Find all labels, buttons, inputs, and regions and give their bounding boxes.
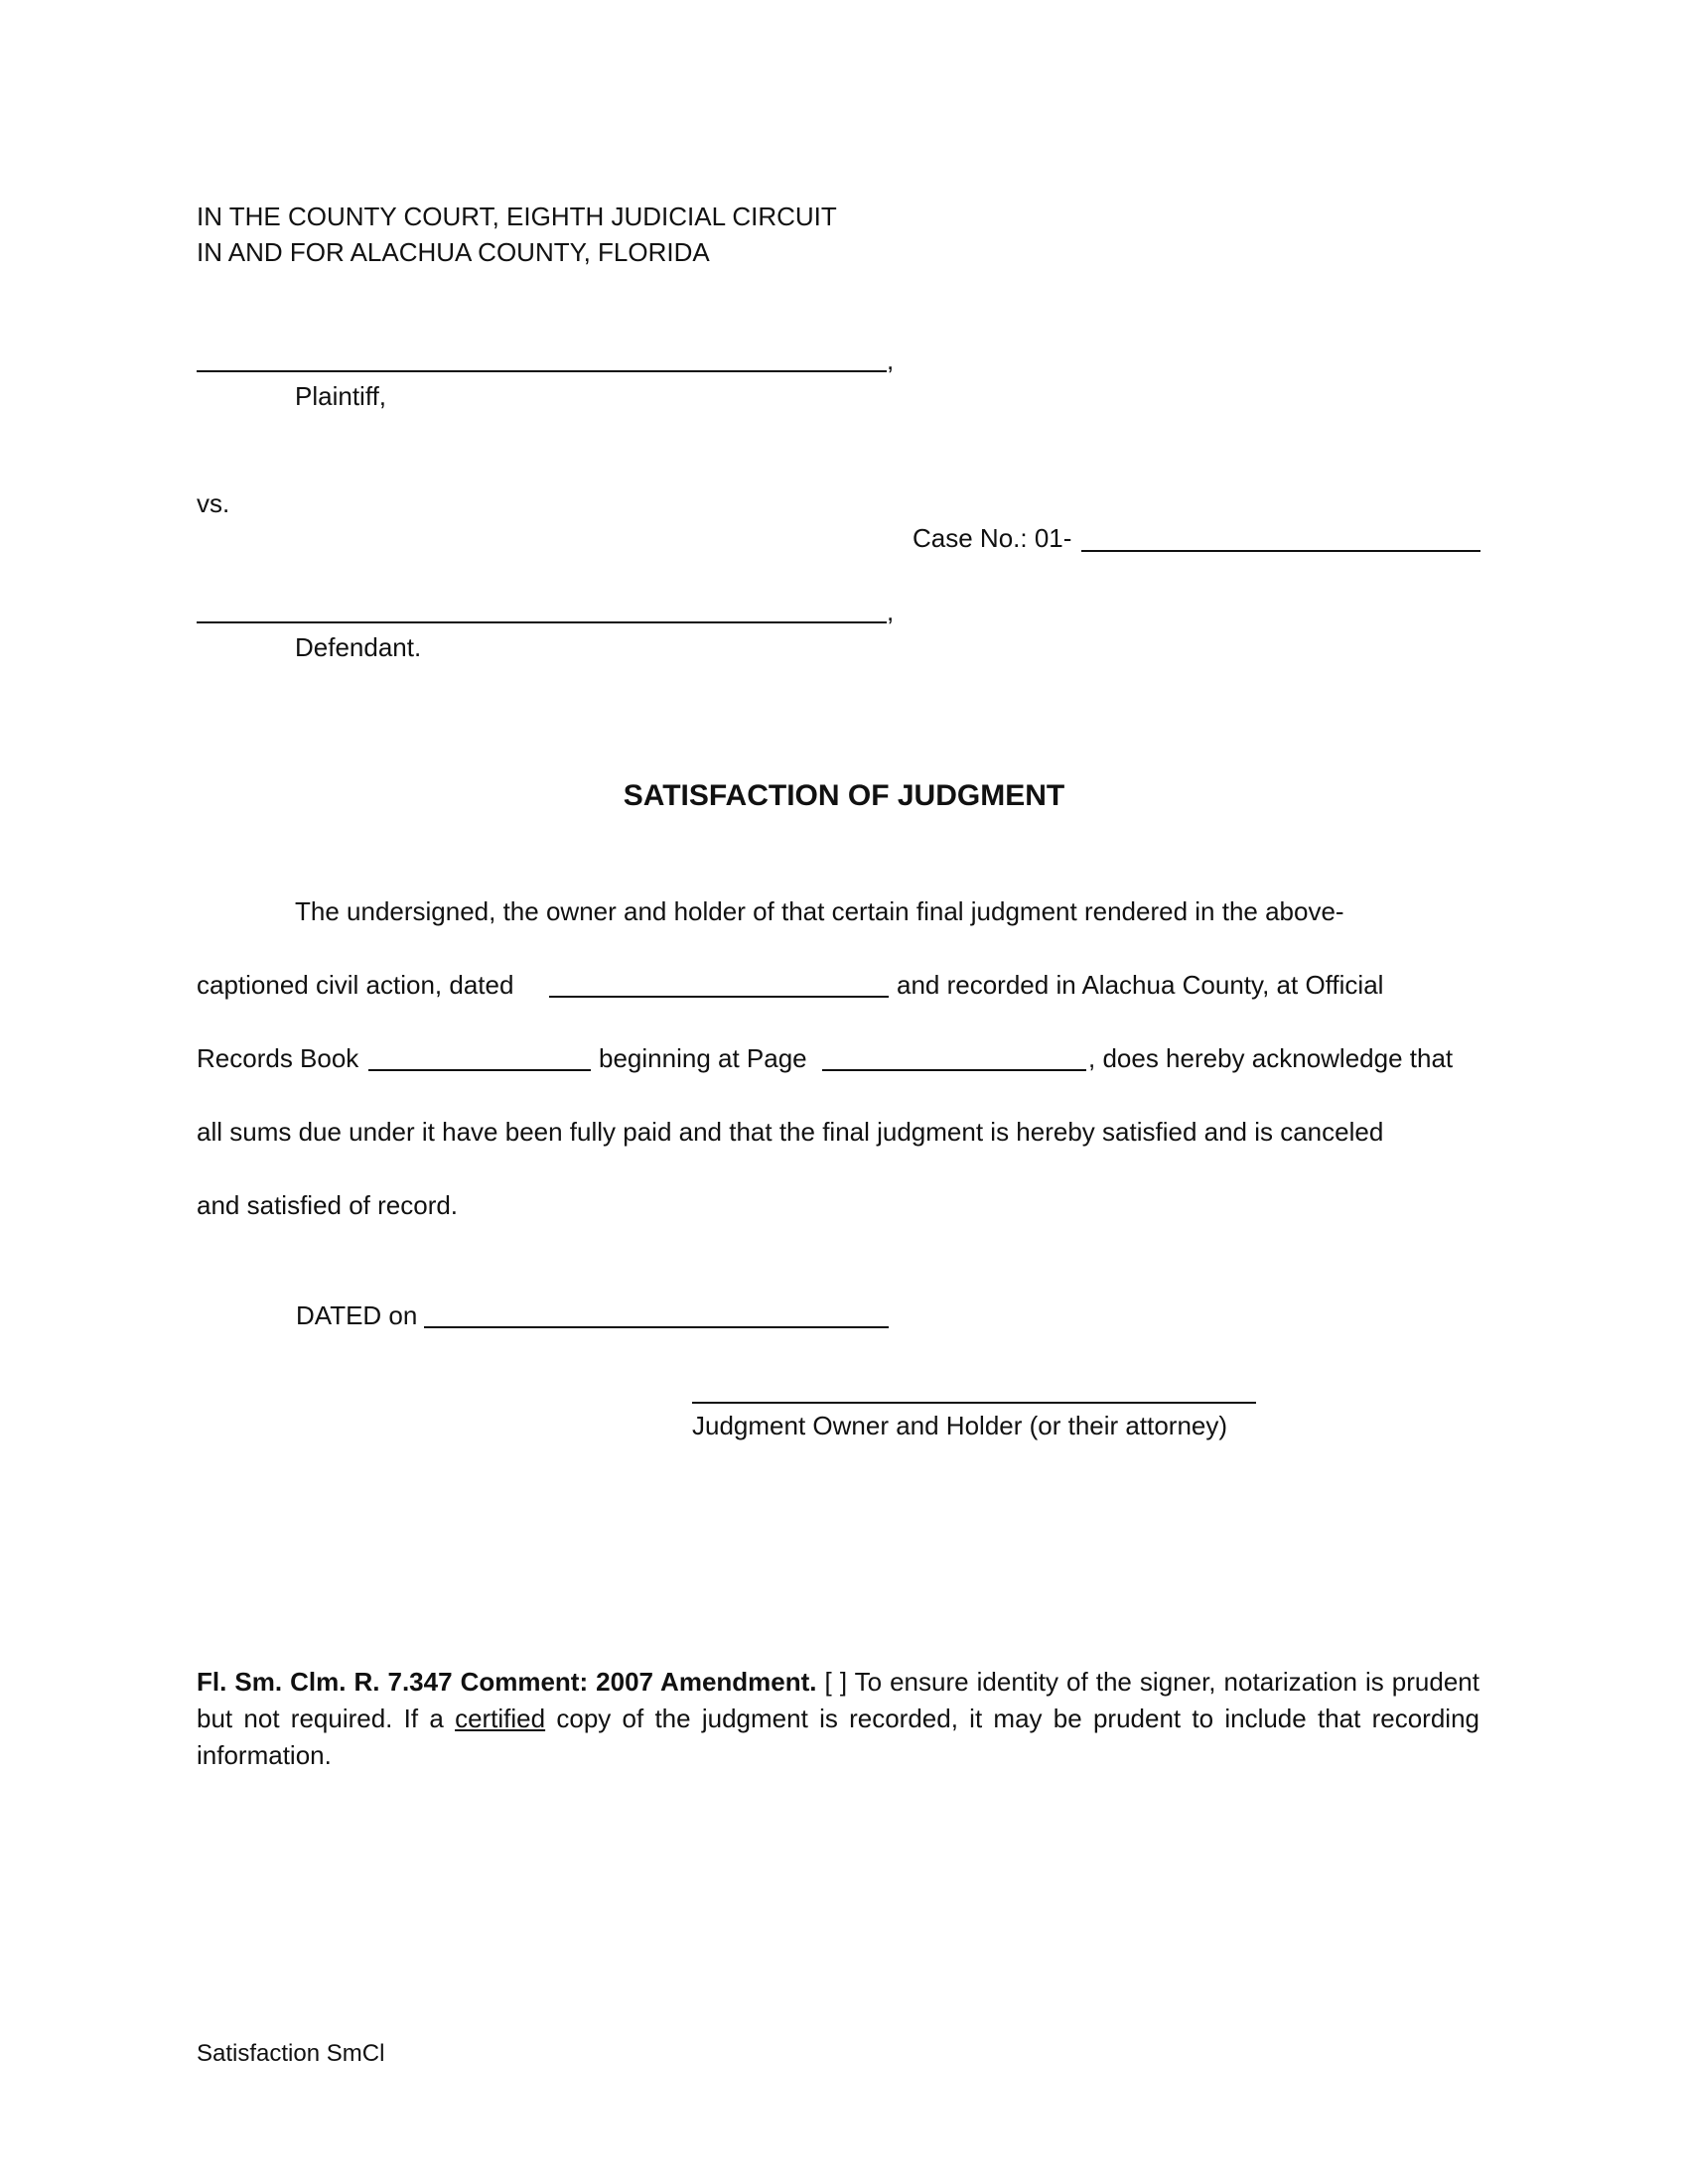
document-title: SATISFACTION OF JUDGMENT bbox=[623, 779, 1065, 812]
rule-comment-text-1: [ ] To ensure identity of the signer, notarization is prudent but not required. If a bbox=[197, 1667, 1479, 1733]
body-line-3-start: Records Book bbox=[197, 1043, 359, 1073]
body-line-4: all sums due under it have been fully paid and that the final judgment is hereby satisfied and is canceled bbox=[197, 1117, 1384, 1147]
signature-field[interactable] bbox=[692, 1402, 1256, 1404]
plaintiff-label: Plaintiff, bbox=[295, 381, 387, 411]
rule-comment-note bbox=[197, 1664, 1479, 1774]
signature-label: Judgment Owner and Holder (or their attorney) bbox=[692, 1411, 1228, 1440]
rule-comment-text-2: copy of the judgment is recorded, it may be prudent to include that recording information. bbox=[197, 1704, 1479, 1770]
body-line-1: The undersigned, the owner and holder of that certain final judgment rendered in the above- bbox=[295, 896, 1344, 926]
case-number-label: Case No.: 01- bbox=[913, 523, 1072, 553]
versus-label: vs. bbox=[197, 488, 230, 518]
plaintiff-comma: , bbox=[887, 345, 895, 375]
court-name-line-2: IN AND FOR ALACHUA COUNTY, FLORIDA bbox=[197, 237, 710, 267]
rule-comment-heading: Fl. Sm. Clm. R. 7.347 Comment: 2007 Amendment. bbox=[197, 1667, 817, 1697]
dated-label: DATED on bbox=[296, 1300, 418, 1330]
defendant-comma: , bbox=[887, 597, 895, 626]
plaintiff-name-field[interactable] bbox=[197, 370, 887, 372]
defendant-name-field[interactable] bbox=[197, 621, 887, 623]
judgment-date-field[interactable] bbox=[549, 996, 889, 998]
page-number-field[interactable] bbox=[822, 1069, 1086, 1071]
court-name-line-1: IN THE COUNTY COURT, EIGHTH JUDICIAL CIRCUIT bbox=[197, 202, 837, 231]
defendant-label: Defendant. bbox=[295, 632, 422, 662]
footer-label: Satisfaction SmCl bbox=[197, 2040, 385, 2067]
body-line-5: and satisfied of record. bbox=[197, 1190, 459, 1220]
case-number-field[interactable] bbox=[1081, 550, 1480, 552]
body-line-3-end: , does hereby acknowledge that bbox=[1088, 1043, 1454, 1073]
body-line-2-start: captioned civil action, dated bbox=[197, 970, 514, 1000]
body-line-2-end: and recorded in Alachua County, at Official bbox=[897, 970, 1384, 1000]
dated-field[interactable] bbox=[424, 1326, 889, 1328]
records-book-field[interactable] bbox=[368, 1069, 591, 1071]
rule-comment-underlined-word: certified bbox=[455, 1704, 546, 1733]
body-line-3-middle: beginning at Page bbox=[599, 1043, 807, 1073]
